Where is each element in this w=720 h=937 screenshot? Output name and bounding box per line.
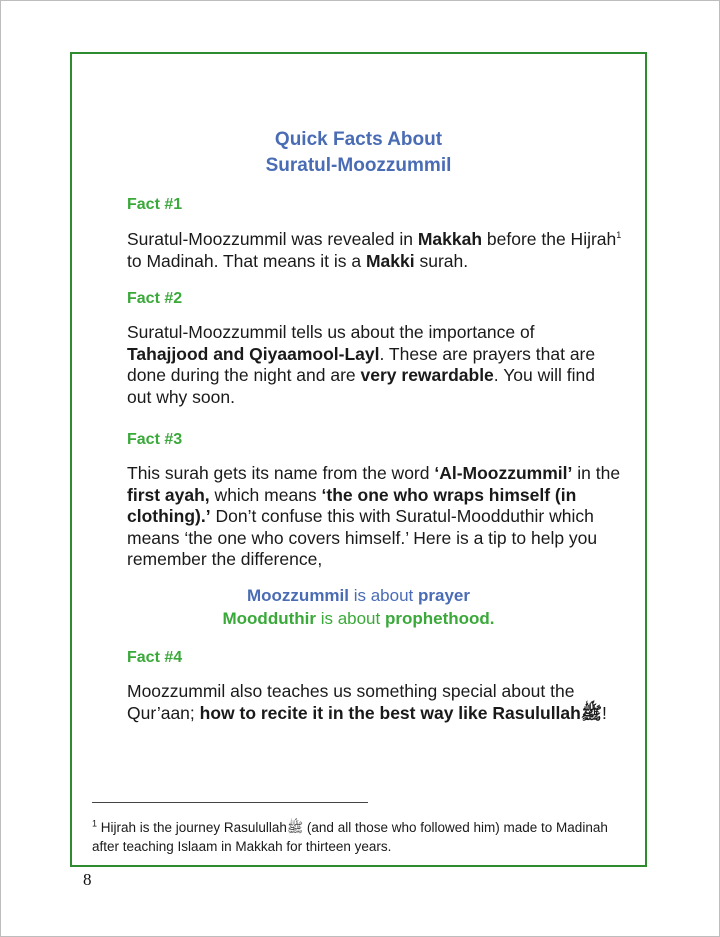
text-run: . You will find out why soon.	[127, 365, 595, 407]
bold-run: prophethood.	[384, 609, 495, 628]
footnote	[92, 818, 632, 856]
text-run: is about	[349, 586, 418, 605]
fact-4-text	[127, 681, 627, 724]
bold-run: Makki	[365, 250, 415, 271]
content-frame	[70, 52, 647, 867]
fact-1-text	[127, 229, 627, 272]
text-run: before the Hijrah	[482, 229, 617, 249]
text-run: in the	[572, 463, 621, 483]
text-run: is about	[315, 609, 385, 628]
fact-2-heading: Fact #2	[127, 290, 183, 307]
footnote-divider	[92, 802, 368, 803]
bold-run: how to recite it in the best way like Rasulullahﷺ	[199, 702, 602, 723]
bold-run: ‘Al-Moozzummil’	[434, 463, 573, 483]
fact-4-heading: Fact #4	[127, 649, 183, 666]
footnote-text: Hijrah is the journey Rasulullahﷺ (and all those who followed him) made to Madinah after teaching Islaam in Makkah for thirteen years.	[92, 820, 608, 854]
bold-run: ‘the one who wraps himself (in clothing).’	[127, 484, 577, 526]
bold-run: very rewardable	[360, 365, 494, 385]
fact-1-heading: Fact #1	[127, 196, 183, 213]
text-run: Moozzummil also teaches us something special about the Qur’aan;	[127, 681, 575, 723]
bold-run: Tahajjood and Qiyaamool-Layl	[127, 343, 380, 364]
bold-run: first ayah,	[127, 484, 210, 505]
text-run: surah.	[414, 250, 469, 271]
text-run: Don’t confuse this with Suratul-Moodduthir which means ‘the one who covers himself.’ Here is a tip to help you remember the difference,	[127, 506, 598, 569]
tip-line-1	[72, 585, 645, 607]
text-run: !	[601, 702, 607, 723]
text-run: This surah gets its name from the word	[127, 463, 435, 483]
text-run: Suratul-Moozzummil was revealed in	[127, 229, 418, 249]
bold-run: Moozzummil	[247, 586, 349, 605]
title-line-2: Suratul-Moozzummil	[265, 155, 452, 176]
fact-2-text	[127, 322, 597, 408]
bold-run: Makkah	[417, 229, 483, 249]
text-run: . These are prayers that are done during the night and are	[127, 343, 596, 385]
page-number: 8	[83, 870, 92, 889]
text-run: Suratul-Moozzummil tells us about the importance of	[127, 322, 535, 342]
fact-3-heading: Fact #3	[127, 431, 183, 448]
fact-3-text	[127, 463, 627, 571]
text-run: which means	[209, 484, 322, 505]
page-title	[72, 127, 645, 179]
tip-line-2	[72, 608, 645, 630]
text-run: to Madinah. That means it is a	[127, 250, 366, 271]
title-line-1: Quick Facts About	[274, 129, 443, 150]
bold-run: prayer	[418, 586, 470, 605]
footnote-ref: 1	[616, 230, 622, 241]
bold-run: Moodduthir	[222, 609, 316, 628]
footnote-marker: 1	[92, 818, 98, 829]
